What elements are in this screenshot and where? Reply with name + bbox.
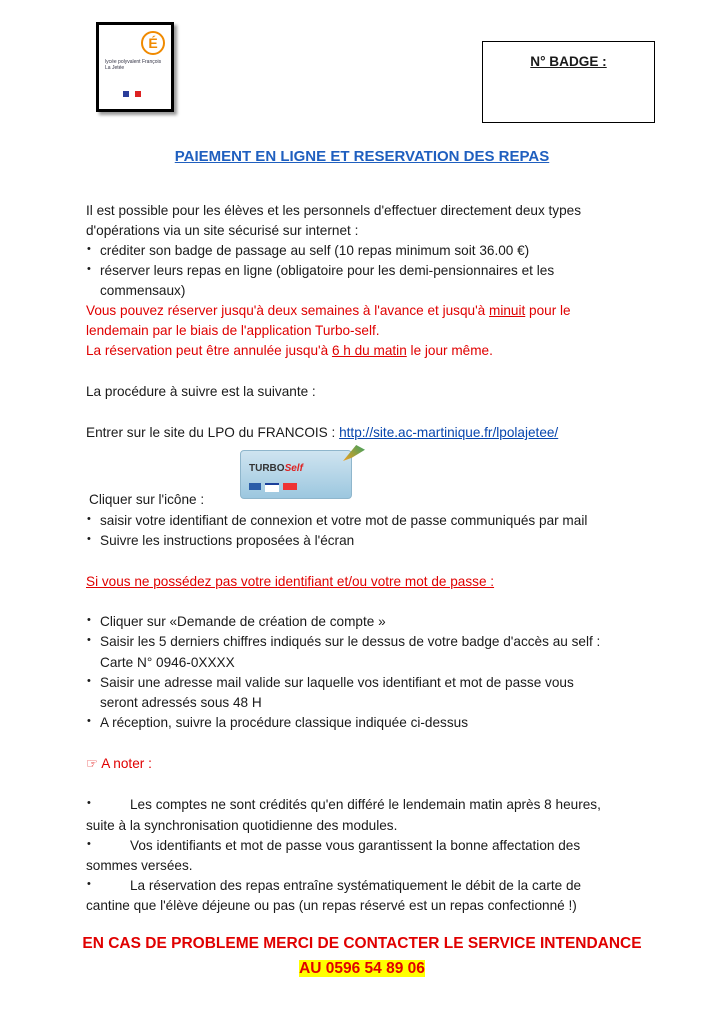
text: TURBO bbox=[249, 463, 285, 474]
click-icon-text: Cliquer sur l'icône : bbox=[89, 492, 205, 507]
list-item: A réception, suivre la procédure classique indiquée ci-dessus bbox=[100, 715, 468, 730]
note-item: Vos identifiants et mot de passe vous garantissent la bonne affectation des bbox=[130, 838, 581, 853]
note-item: sommes versées. bbox=[86, 858, 193, 873]
cancel-note bbox=[86, 342, 493, 360]
phone-number: AU 0596 54 89 06 bbox=[299, 960, 425, 977]
bullet-icon: • bbox=[87, 243, 91, 255]
bullet-icon: • bbox=[87, 533, 91, 545]
text: minuit bbox=[489, 303, 526, 318]
list-item: saisir votre identifiant de connexion et votre mot de passe communiqués par mail bbox=[100, 513, 588, 528]
turboself-icon[interactable] bbox=[240, 450, 352, 499]
reservation-note: lendemain par le biais de l'application Turbo-self. bbox=[86, 323, 380, 338]
text: Vous pouvez réserver jusqu'à deux semaines à l'avance et jusqu'à bbox=[86, 303, 489, 318]
reservation-note bbox=[86, 302, 571, 320]
bullet-icon: • bbox=[87, 614, 91, 626]
bullet-icon: • bbox=[87, 715, 91, 727]
intro-line: Il est possible pour les élèves et les personnels d'effectuer directement deux types bbox=[86, 203, 582, 218]
list-item: créditer son badge de passage au self (10 repas minimum soit 36.00 €) bbox=[100, 243, 530, 258]
contact-notice: EN CAS DE PROBLEME MERCI DE CONTACTER LE SERVICE INTENDANCE bbox=[82, 935, 642, 952]
list-item: Saisir les 5 derniers chiffres indiqués sur le dessus de votre badge d'accès au self : bbox=[100, 634, 601, 649]
text: 6 h du matin bbox=[331, 343, 407, 358]
note-heading: ☞ A noter : bbox=[86, 756, 152, 771]
bullet-icon: • bbox=[87, 797, 91, 809]
visa-icon bbox=[265, 483, 279, 492]
school-logo bbox=[96, 22, 174, 112]
card-icon bbox=[249, 483, 261, 490]
text: le jour même. bbox=[406, 343, 493, 358]
site-link[interactable]: http://site.ac-martinique.fr/lpolajetee/ bbox=[339, 425, 559, 440]
bullet-icon: • bbox=[87, 675, 91, 687]
intro-line: d'opérations via un site sécurisé sur internet : bbox=[86, 223, 359, 238]
text: Entrer sur le site du LPO du FRANCOIS : bbox=[86, 425, 340, 440]
list-item: Cliquer sur «Demande de création de compte » bbox=[100, 614, 386, 629]
list-item: seront adressés sous 48 H bbox=[100, 695, 262, 710]
text: La réservation peut être annulée jusqu'à bbox=[86, 343, 332, 358]
list-item: réserver leurs repas en ligne (obligatoire pour les demi-pensionnaires et les bbox=[100, 263, 555, 278]
badge-label: N° BADGE : bbox=[530, 54, 607, 69]
mastercard-icon bbox=[283, 483, 297, 490]
text: Self bbox=[284, 463, 303, 474]
bullet-icon: • bbox=[87, 263, 91, 275]
note-item: cantine que l'élève déjeune ou pas (un repas réservé est un repas confectionné !) bbox=[86, 898, 577, 913]
bird-icon bbox=[343, 445, 365, 461]
page-title: PAIEMENT EN LIGNE ET RESERVATION DES REPAS bbox=[174, 148, 550, 165]
logo-text: lycée polyvalent François La Jetée bbox=[105, 59, 162, 71]
turbo-logo-text bbox=[249, 463, 303, 474]
no-id-heading: Si vous ne possédez pas votre identifiant et/ou votre mot de passe : bbox=[86, 574, 495, 589]
list-item: Carte N° 0946-0XXXX bbox=[100, 655, 235, 670]
bullet-icon: • bbox=[87, 634, 91, 646]
site-line bbox=[86, 424, 558, 442]
text: pour le bbox=[525, 303, 571, 318]
note-item: Les comptes ne sont crédités qu'en différé le lendemain matin après 8 heures, bbox=[130, 797, 601, 812]
flag-icon bbox=[135, 91, 141, 97]
note-item: suite à la synchronisation quotidienne des modules. bbox=[86, 818, 398, 833]
list-item: commensaux) bbox=[100, 283, 186, 298]
flag-icon bbox=[123, 91, 129, 97]
logo-e-icon: É bbox=[141, 31, 165, 55]
note-item: La réservation des repas entraîne systématiquement le débit de la carte de bbox=[130, 878, 582, 893]
bullet-icon: • bbox=[87, 838, 91, 850]
contact-phone bbox=[0, 960, 724, 978]
list-item: Saisir une adresse mail valide sur laquelle vos identifiant et mot de passe vous bbox=[100, 675, 574, 690]
badge-box bbox=[482, 41, 655, 123]
bullet-icon: • bbox=[87, 878, 91, 890]
procedure-text: La procédure à suivre est la suivante : bbox=[86, 384, 316, 399]
bullet-icon: • bbox=[87, 513, 91, 525]
list-item: Suivre les instructions proposées à l'écran bbox=[100, 533, 355, 548]
